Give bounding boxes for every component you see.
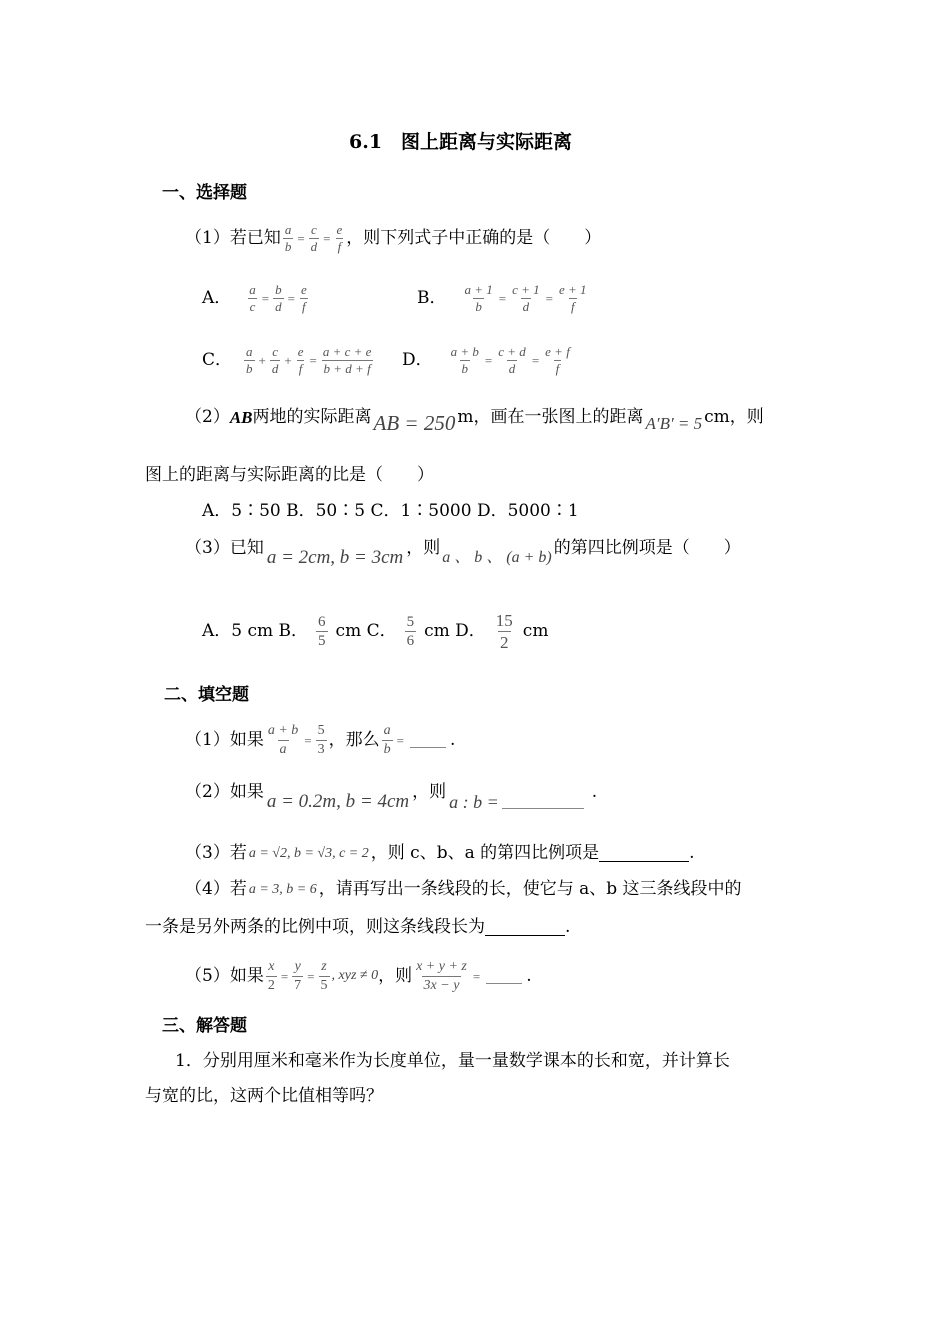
fraction-15-over-2: $\frac{15}{2}$ (495, 611, 513, 653)
option-d[interactable]: D． $\frac{a + b}{b}$ = $\frac{c + d}{d}$ = $\frac{e + f}{f}$ (402, 344, 570, 377)
answer-blank[interactable] (502, 784, 584, 809)
answer-blank[interactable] (486, 969, 522, 984)
answer-blank[interactable] (485, 919, 565, 936)
fill-question-4-line2: 一条是另外两条的比例中项，则这条线段长为 . (145, 917, 571, 937)
option-c[interactable]: C． $\frac{a}{b}$ + $\frac{c}{d}$ + $\frac{e}{f}$ = $\frac{a + c + e}{b + d + f}$ (202, 344, 372, 377)
fill-question-5: （5）如果 $\frac{x}{2}$ = $\frac{y}{7}$ = $\frac{z}{5}$ , xyz ≠ 0 ，则 $\frac{x + y + z}{3x - y}$ = . (185, 959, 532, 993)
fill-question-1: （1）如果 $\frac{a + b}{a}$ = $\frac{5}{3}$ ，那么 $\frac{a}{b}$ = . (185, 723, 456, 757)
terms-a-b-sum: a 、 b 、 (a + b) (442, 549, 552, 566)
section-heading-answer: 三、解答题 (162, 1016, 247, 1036)
fill-question-4: （4）若 a = 3, b = 6 ，请再写出一条线段的长，使它与 a、b 这三条线段中的 (185, 879, 742, 899)
fill-question-2: （2）如果 a = 0.2m, b = 4cm ，则 a : b = . (185, 782, 598, 812)
choice-question-2-line2: 图上的距离与实际距离的比是（ ） (145, 465, 434, 485)
choice-question-3: （3）已知 a = 2cm, b = 3cm ，则 a 、 b 、 (a + b) 的第四比例项是（ ） (185, 538, 741, 568)
fill-question-3: （3）若 a = √2, b = √3, c = 2 ，则 c、b、a 的第四比例项是 . (185, 843, 695, 863)
answer-blank[interactable] (599, 845, 689, 862)
section-heading-choice: 一、选择题 (162, 183, 247, 203)
question-tail: ，则下列式子中正确的是（ ） (346, 228, 602, 249)
choice-question-2-options: A．5∶50 B．50∶5 C．1∶5000 D．5000∶1 (202, 501, 579, 521)
fraction-a-over-b: $\frac{a}{b}$ (284, 222, 292, 255)
answer-blank[interactable] (410, 733, 446, 748)
answer-question-1-line2: 与宽的比，这两个比值相等吗？ (145, 1086, 383, 1106)
section-heading-fill: 二、填空题 (164, 685, 249, 705)
equation-a-prime-b-prime: A′B′ = 5 (645, 414, 703, 433)
answer-question-1-line1: 1．分别用厘米和毫米作为长度单位，量一量数学课本的长和宽，并计算长 (175, 1051, 730, 1071)
equation-a-b-values: a = 2cm, b = 3cm (266, 547, 404, 568)
option-a[interactable]: A． $\frac{a}{c}$ = $\frac{b}{d}$ = $\frac{e}{f}$ (202, 282, 307, 315)
choice-question-1: （1）若已知 $\frac{a}{b}$ = $\frac{c}{d}$ = $\frac{e}{f}$ ，则下列式子中正确的是（ ） (185, 222, 602, 255)
question-label: （1）若已知 (185, 228, 281, 249)
equation-ab-250: AB = 250 (373, 411, 456, 435)
fraction-6-over-5: $\frac{6}{5}$ (318, 613, 326, 650)
page-title: 6.1 图上距离与实际距离 (349, 131, 573, 153)
option-b[interactable]: B． $\frac{a + 1}{b}$ = $\frac{c + 1}{d}$ = $\frac{e + 1}{f}$ (417, 282, 587, 315)
choice-question-2: （2） AB 两地的实际距离 AB = 250 m，画在一张图上的距离 A′B′ = 5 cm，则 (185, 407, 764, 435)
fraction-c-over-d: $\frac{c}{d}$ (310, 222, 318, 255)
choice-question-3-options: A．5 cm B． $\frac{6}{5}$ cm C． $\frac{5}{6}$ cm D． $\frac{15}{2}$ cm (202, 611, 549, 653)
fraction-5-over-6: $\frac{5}{6}$ (406, 613, 415, 650)
fraction-e-over-f: $\frac{e}{f}$ (336, 222, 343, 255)
